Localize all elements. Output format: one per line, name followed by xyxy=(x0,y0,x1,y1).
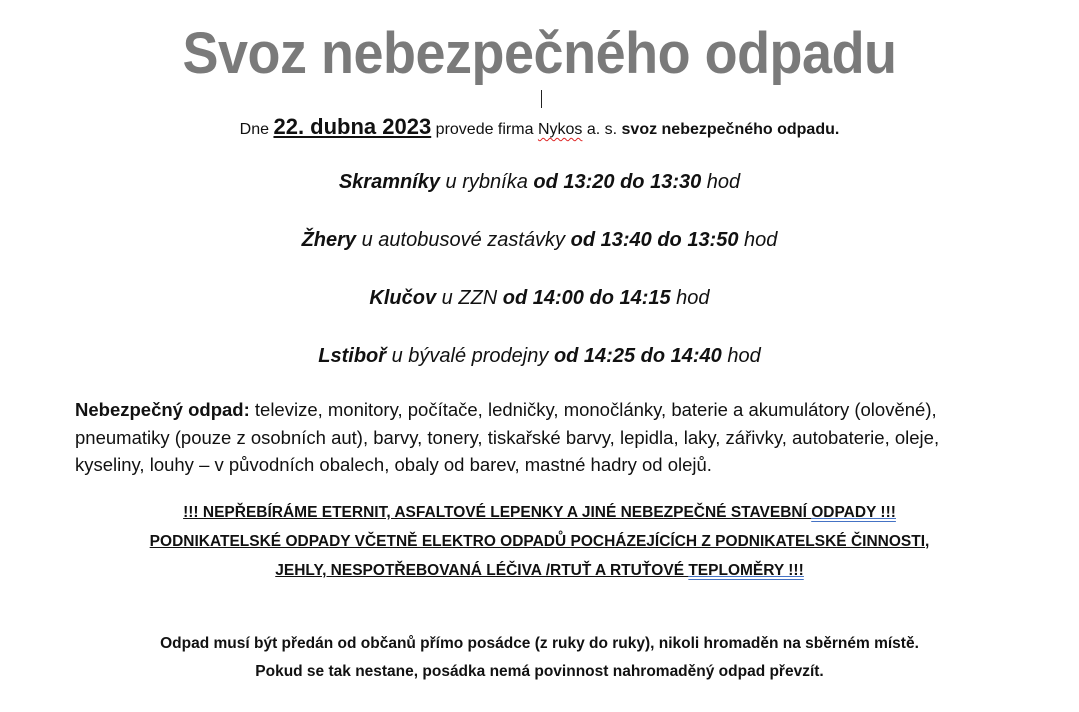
hazard-label: Nebezpečný odpad: xyxy=(75,399,250,420)
intro-action: svoz nebezpečného odpadu. xyxy=(621,121,840,138)
stop-zhery xyxy=(0,229,1079,252)
warning-text: JEHLY, NESPOTŘEBOVANÁ LÉČIVA /RTUŤ A RTUŤOVÉ xyxy=(275,562,689,579)
hazard-text: televize, monitory, počítače, ledničky, monočlánky, baterie a akumulátory (olověné), pneumatiky (pouze z osobních aut), barvy, tonery, tiskařské barvy, lepidla, laky, zářivky, autobaterie, oleje, kyseliny, louhy – v původních obalech, obaly od barev, mastné hadry od olejů. xyxy=(75,399,940,475)
intro-middle: provede firma xyxy=(431,121,538,138)
warning-text-marked: ODPADY !!! xyxy=(811,504,896,521)
note-line-2: Pokud se tak nestane, posádka nemá povinnost nahromaděný odpad převzít. xyxy=(255,663,824,680)
company-name: Nykos xyxy=(537,121,583,138)
stop-unit: hod xyxy=(738,229,778,251)
stop-place: Žhery xyxy=(301,229,357,251)
stop-skramniky xyxy=(0,171,1079,194)
document-title: Svoz nebezpečného odpadu xyxy=(182,21,897,86)
warning-line-1 xyxy=(0,504,1079,522)
hazardous-waste-list xyxy=(75,396,1000,479)
stop-unit: hod xyxy=(670,287,710,309)
stop-location: u bývalé prodejny xyxy=(386,345,554,367)
stop-place: Skramníky xyxy=(338,171,440,193)
warning-line-2: PODNIKATELSKÉ ODPADY VČETNĚ ELEKTRO ODPADŮ POCHÁZEJÍCÍCH Z PODNIKATELSKÉ ČINNOSTI, xyxy=(149,533,930,550)
stop-location: u rybníka xyxy=(440,171,534,193)
stop-lstibor xyxy=(0,345,1079,368)
company-suffix: a. s. xyxy=(582,121,622,138)
stop-unit: hod xyxy=(721,345,761,367)
warning-text: !!! NEPŘEBÍRÁME ETERNIT, ASFALTOVÉ LEPENKY A JINÉ NEBEZPEČNÉ STAVEBNÍ xyxy=(183,504,812,521)
stop-time: od 14:00 do 14:15 xyxy=(502,287,671,309)
text-cursor xyxy=(541,90,542,108)
stop-time: od 13:20 do 13:30 xyxy=(533,171,702,193)
stop-unit: hod xyxy=(701,171,741,193)
collection-date: 22. dubna 2023 xyxy=(273,114,432,139)
stop-time: od 13:40 do 13:50 xyxy=(570,229,739,251)
stop-location: u autobusové zastávky xyxy=(356,229,571,251)
stop-klucov xyxy=(0,287,1079,310)
note-line-1: Odpad musí být předán od občanů přímo posádce (z ruky do ruky), nikoli hromaděn na sběrném místě. xyxy=(160,635,919,652)
intro-line xyxy=(0,114,1079,140)
warning-line-3 xyxy=(0,562,1079,580)
warning-text-marked: TEPLOMĚRY !!! xyxy=(688,562,804,579)
stop-place: Lstiboř xyxy=(318,345,387,367)
stop-location: u ZZN xyxy=(436,287,503,309)
stop-place: Klučov xyxy=(369,287,437,309)
stop-time: od 14:25 do 14:40 xyxy=(553,345,722,367)
intro-prefix: Dne xyxy=(239,121,274,138)
